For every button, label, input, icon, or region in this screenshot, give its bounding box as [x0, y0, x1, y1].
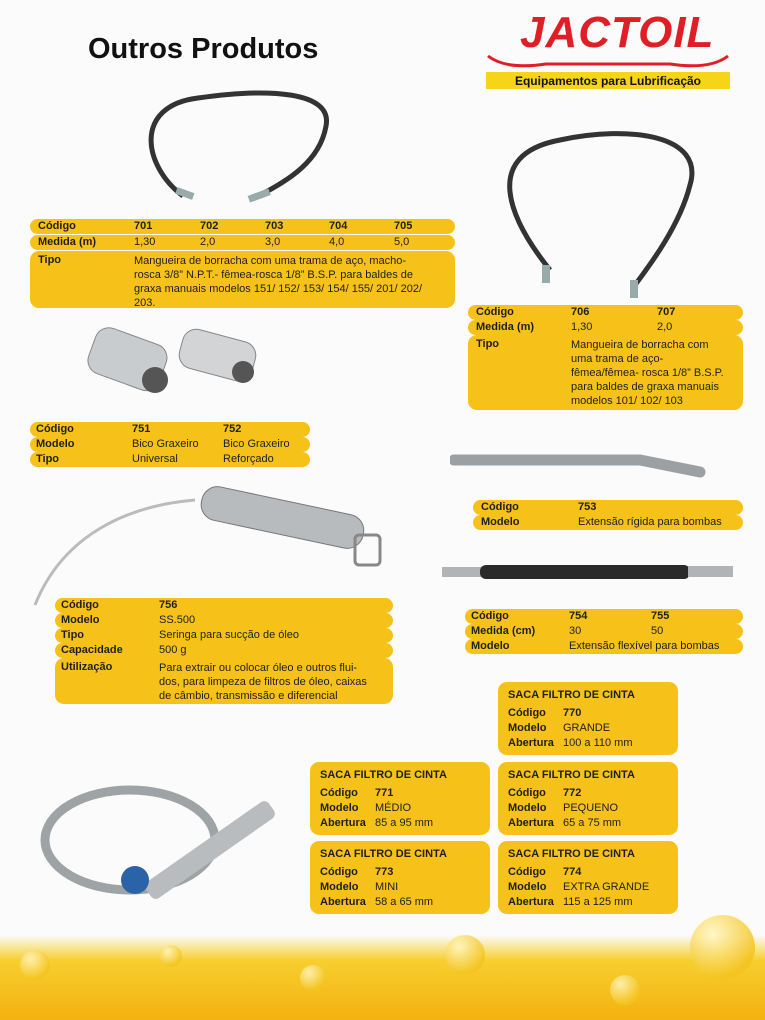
oil-bubble	[610, 975, 640, 1005]
card-heading: SACA FILTRO DE CINTA	[508, 848, 635, 860]
t1-medida-703: 3,0	[265, 236, 281, 248]
t5-utilizacao-label: Utilização	[61, 661, 113, 673]
t6-codigo-row	[465, 609, 743, 624]
card-modelo-label: Modelo	[320, 802, 359, 814]
card-modelo-label: Modelo	[508, 722, 547, 734]
t5-modelo-row	[55, 613, 393, 628]
oil-bubble	[445, 935, 485, 975]
card-modelo: EXTRA GRANDE	[563, 881, 650, 893]
card-771	[310, 762, 490, 835]
card-codigo-label: Código	[320, 787, 358, 799]
t1-medida-702: 2,0	[200, 236, 216, 248]
card-abertura-label: Abertura	[508, 737, 554, 749]
t5-tipo-row	[55, 628, 393, 643]
card-codigo-label: Código	[508, 787, 546, 799]
card-abertura: 85 a 95 mm	[375, 817, 434, 829]
t3-modelo-751: Bico Graxeiro	[132, 438, 199, 450]
card-abertura: 58 a 65 mm	[375, 896, 434, 908]
t6-modelo-754: Extensão flexível para bombas	[569, 640, 720, 652]
t3-codigo-751: 751	[132, 423, 151, 435]
t3-tipo-752: Reforçado	[223, 453, 274, 465]
card-modelo: GRANDE	[563, 722, 611, 734]
rigid-extension-image	[450, 448, 710, 483]
t1-codigo-704: 704	[329, 220, 348, 232]
t2-codigo-706: 706	[571, 306, 590, 318]
card-modelo-label: Modelo	[508, 802, 547, 814]
t1-medida-row	[30, 235, 455, 250]
brand-tagline: Equipamentos para Lubrificação	[486, 72, 730, 89]
t1-tipo-text	[134, 254, 422, 310]
t1-tipo-line: 203.	[134, 297, 156, 309]
t1-codigo-705: 705	[394, 220, 413, 232]
t6-medida-755: 50	[651, 625, 664, 637]
hose-image-701	[138, 86, 338, 211]
oil-bubble	[300, 965, 326, 991]
t2-codigo-label: Código	[476, 306, 514, 318]
filter-wrench-image	[35, 770, 280, 905]
t1-tipo-box	[30, 251, 455, 308]
t1-medida-label: Medida (m)	[38, 236, 97, 248]
t3-codigo-label: Código	[36, 423, 74, 435]
t4-codigo-753: 753	[578, 501, 597, 513]
t3-modelo-row	[30, 437, 310, 452]
t3-tipo-row	[30, 452, 310, 467]
t4-modelo-row	[473, 515, 743, 530]
oil-bubble	[20, 950, 50, 980]
oil-bubble	[160, 945, 182, 967]
t2-tipo-label: Tipo	[476, 338, 500, 350]
t6-medida-label: Medida (cm)	[471, 625, 536, 637]
t2-medida-label: Medida (m)	[476, 321, 535, 333]
card-codigo-label: Código	[508, 866, 546, 878]
card-codigo: 770	[563, 707, 582, 719]
t2-codigo-row	[468, 305, 743, 320]
t1-medida-704: 4,0	[329, 236, 345, 248]
t6-codigo-754: 754	[569, 610, 588, 622]
t5-tipo-label: Tipo	[61, 629, 85, 641]
flexible-extension-image	[440, 560, 740, 585]
page-title: Outros Produtos	[88, 33, 319, 65]
t2-tipo-text	[571, 338, 724, 408]
card-774	[498, 841, 678, 914]
t6-medida-754: 30	[569, 625, 582, 637]
t4-modelo-label: Modelo	[481, 516, 520, 528]
t2-tipo-line: uma trama de aço-	[571, 353, 664, 365]
t1-codigo-703: 703	[265, 220, 284, 232]
card-773	[310, 841, 490, 914]
oil-background	[0, 935, 765, 1020]
card-modelo-label: Modelo	[508, 881, 547, 893]
t2-tipo-box	[468, 335, 743, 410]
t5-codigo-label: Código	[61, 599, 99, 611]
t5-modelo-756: SS.500	[159, 614, 196, 626]
t2-codigo-707: 707	[657, 306, 676, 318]
t1-medida-705: 5,0	[394, 236, 410, 248]
t5-codigo-756: 756	[159, 599, 178, 611]
card-770	[498, 682, 678, 755]
t1-codigo-702: 702	[200, 220, 219, 232]
t5-tipo-756: Seringa para sucção de óleo	[159, 629, 300, 641]
t1-tipo-line: rosca 3/8” N.P.T.- fêmea-rosca 1/8” B.S.P. para baldes de	[134, 269, 414, 281]
t2-medida-row	[468, 320, 743, 335]
t2-medida-707: 2,0	[657, 321, 673, 333]
card-abertura-label: Abertura	[508, 896, 554, 908]
t5-utilizacao-text	[159, 661, 367, 703]
card-modelo: PEQUENO	[563, 802, 619, 814]
card-codigo-label: Código	[320, 866, 358, 878]
card-heading: SACA FILTRO DE CINTA	[320, 769, 447, 781]
grease-nipple-image	[85, 320, 265, 410]
t3-codigo-row	[30, 422, 310, 437]
card-abertura: 115 a 125 mm	[563, 896, 633, 908]
t6-medida-row	[465, 624, 743, 639]
t2-tipo-line: para baldes de graxa manuais	[571, 381, 719, 393]
t1-codigo-701: 701	[134, 220, 153, 232]
card-abertura: 100 a 110 mm	[563, 737, 633, 749]
t2-tipo-line: modelos 101/ 102/ 103	[571, 395, 683, 407]
card-772	[498, 762, 678, 835]
card-modelo: MINI	[375, 881, 399, 893]
t3-tipo-751: Universal	[132, 453, 178, 465]
t3-modelo-752: Bico Graxeiro	[223, 438, 290, 450]
t1-codigo-row	[30, 219, 455, 234]
card-heading: SACA FILTRO DE CINTA	[508, 769, 635, 781]
t4-codigo-row	[473, 500, 743, 515]
t6-codigo-755: 755	[651, 610, 670, 622]
t5-utilizacao-line: de câmbio, transmissão e diferencial	[159, 690, 338, 702]
card-heading: SACA FILTRO DE CINTA	[320, 848, 447, 860]
t2-tipo-line: fêmea/fêmea- rosca 1/8” B.S.P.	[571, 367, 724, 379]
card-codigo-label: Código	[508, 707, 546, 719]
t2-medida-706: 1,30	[571, 321, 593, 333]
t1-tipo-line: Mangueira de borracha com uma trama de aço, macho-	[134, 255, 407, 267]
t6-codigo-label: Código	[471, 610, 509, 622]
card-codigo: 772	[563, 787, 582, 799]
card-abertura-label: Abertura	[320, 817, 366, 829]
t6-modelo-row	[465, 639, 743, 654]
card-abertura-label: Abertura	[508, 817, 554, 829]
t1-tipo-label: Tipo	[38, 254, 62, 266]
t5-capacidade-row	[55, 643, 393, 658]
card-modelo-label: Modelo	[320, 881, 359, 893]
t5-utilizacao-line: dos, para limpeza de filtros de óleo, caixas	[159, 676, 367, 688]
t3-codigo-752: 752	[223, 423, 242, 435]
card-codigo: 774	[563, 866, 582, 878]
t1-medida-701: 1,30	[134, 236, 156, 248]
card-abertura: 65 a 75 mm	[563, 817, 622, 829]
t5-codigo-row	[55, 598, 393, 613]
t4-codigo-label: Código	[481, 501, 519, 513]
brand-logo: JACTOIL	[520, 8, 715, 57]
t1-codigo-label: Código	[38, 220, 76, 232]
card-modelo: MÉDIO	[375, 802, 412, 814]
t2-tipo-line: Mangueira de borracha com	[571, 339, 709, 351]
t3-tipo-label: Tipo	[36, 453, 60, 465]
hose-image-706	[490, 125, 710, 300]
t4-modelo-753: Extensão rígida para bombas	[578, 516, 722, 528]
t1-tipo-line: graxa manuais modelos 151/ 152/ 153/ 154/ 155/ 201/ 202/	[134, 283, 423, 295]
card-codigo: 771	[375, 787, 394, 799]
t5-modelo-label: Modelo	[61, 614, 100, 626]
logo-swoosh	[486, 42, 730, 72]
t5-capacidade-label: Capacidade	[61, 644, 123, 656]
t5-utilizacao-box	[55, 658, 393, 704]
t5-capacidade-756: 500 g	[159, 644, 187, 656]
t5-utilizacao-line: Para extrair ou colocar óleo e outros flui-	[159, 662, 358, 674]
card-codigo: 773	[375, 866, 394, 878]
card-heading: SACA FILTRO DE CINTA	[508, 689, 635, 701]
card-abertura-label: Abertura	[320, 896, 366, 908]
oil-bubble	[690, 915, 755, 980]
syringe-image	[25, 480, 395, 610]
t6-modelo-label: Modelo	[471, 640, 510, 652]
t3-modelo-label: Modelo	[36, 438, 75, 450]
